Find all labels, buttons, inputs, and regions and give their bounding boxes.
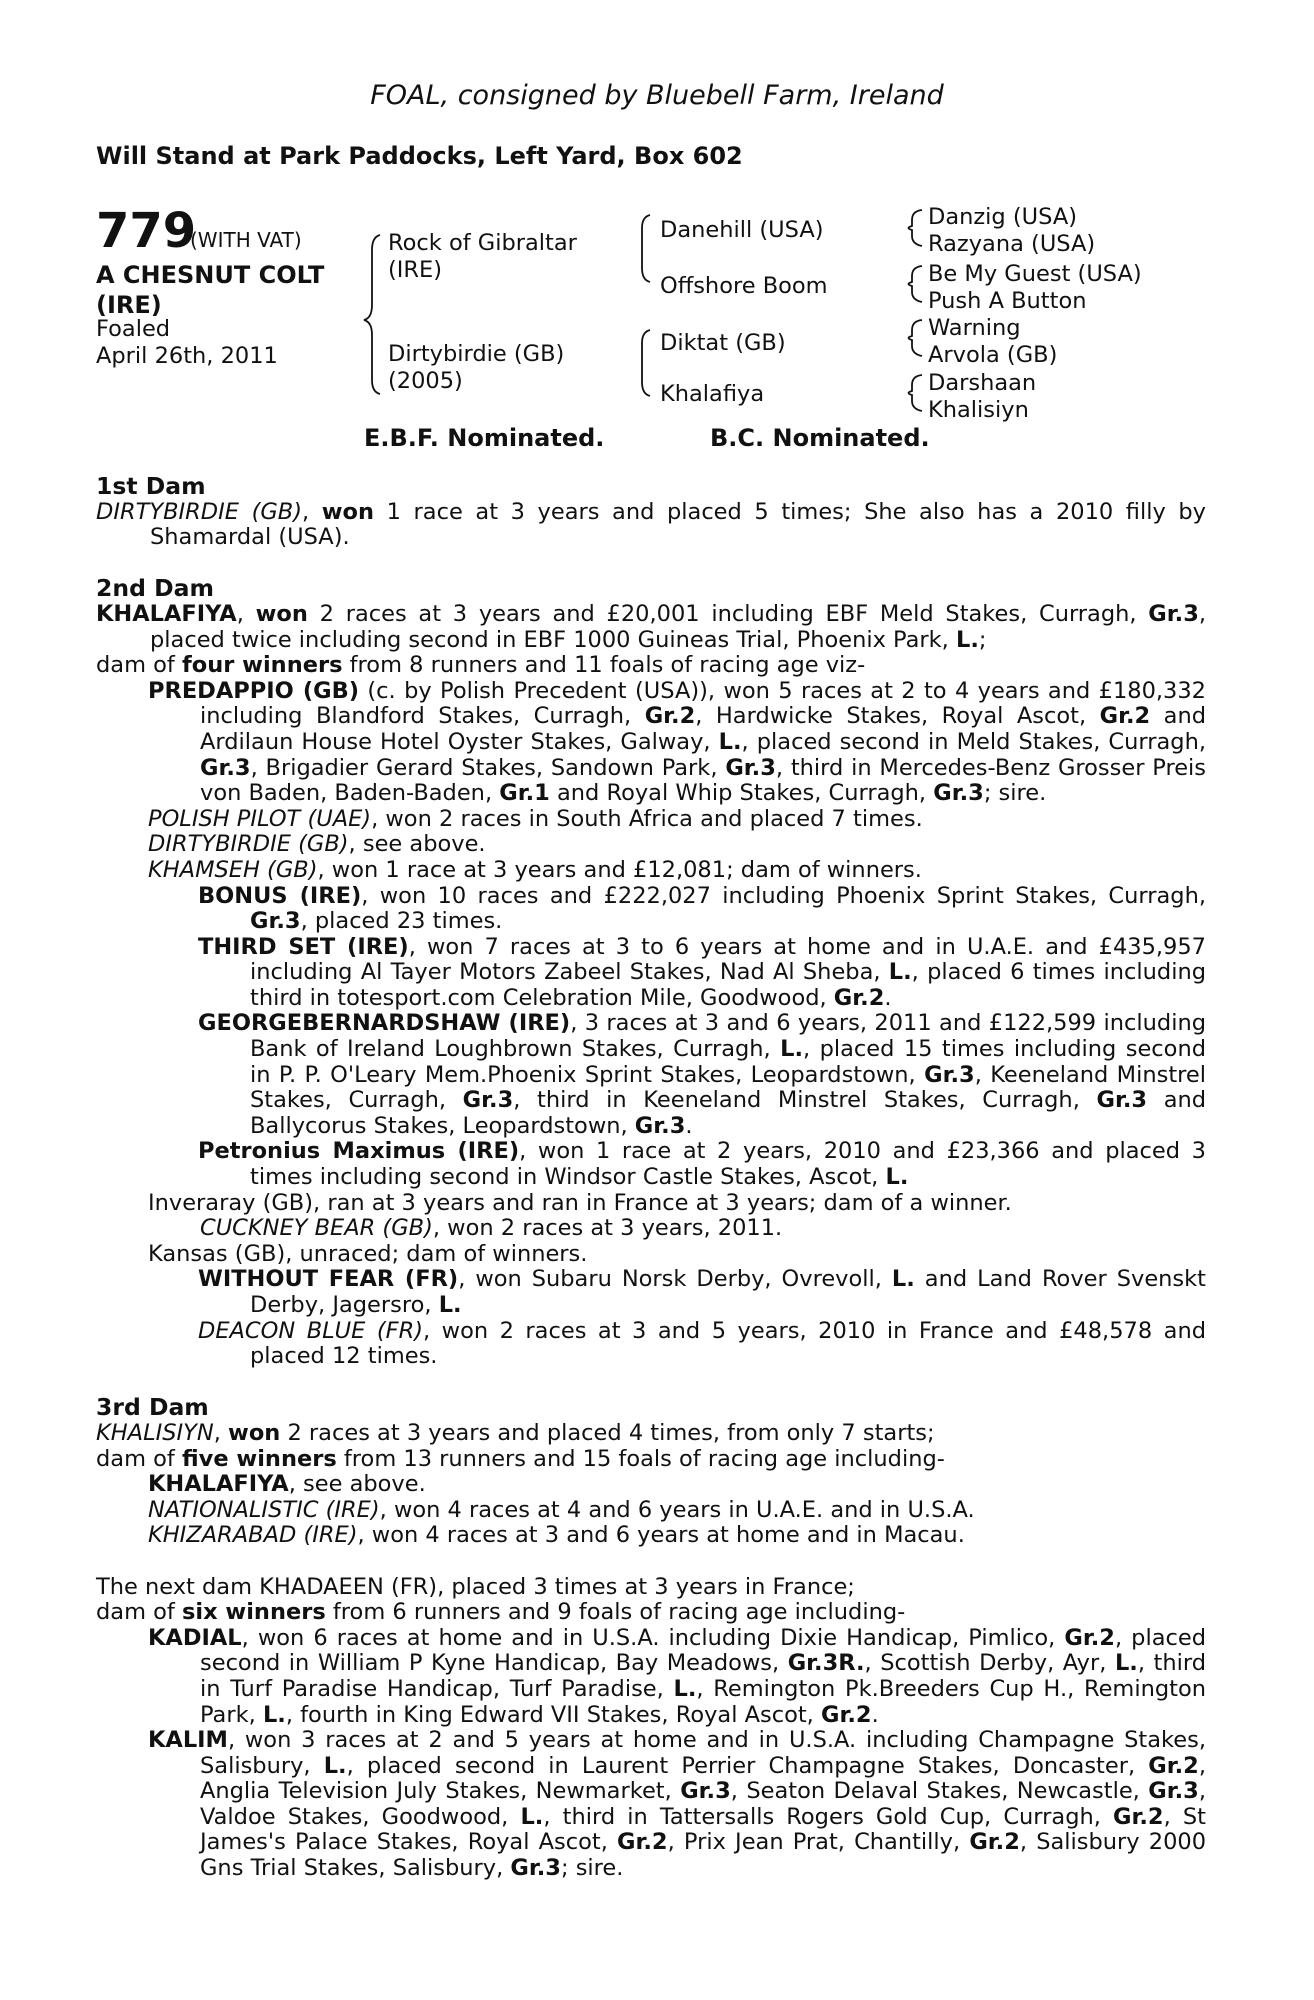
entry-text: , 3 races at 3 and 6 years, 2011 and £122,599 including Bank of Ireland Loughbrown Stakes, Curragh, [250,1010,1206,1063]
entry-text: , placed twice including second in EBF 1000 Guineas Trial, Phoenix Park, [150,600,1207,653]
horse-name: BONUS (IRE) [198,882,362,909]
first-dam-heading: 1st Dam [96,472,206,500]
dam-sire: Diktat (GB) [660,330,786,356]
entry-text: , won 4 races at 3 and 6 years at home and in Macau. [357,1522,965,1549]
grade: Gr.3 [680,1778,731,1805]
produce-entry [96,884,1206,935]
won-label: won [255,600,308,627]
entry-text: , won 2 races at 3 years, 2011. [432,1215,783,1242]
entry-text: The next dam KHADAEEN (FR), placed 3 times at 3 years in France; [96,1573,855,1600]
produce-entry [96,807,1206,833]
entry-text: ; sire. [560,1855,624,1882]
entry-text: , Salisbury 2000 Gns Trial Stakes, Salisbury, [200,1829,1207,1882]
sire-sire: Danehill (USA) [660,217,824,243]
pedigree-braces [0,0,1314,460]
grade: L. [1114,1650,1138,1677]
grade: Gr.3R. [787,1650,865,1677]
entry-text: , won 7 races at 3 to 6 years at home and in U.A.E. and £435,957 including Al Tayer Motors Zabeel Stakes, Nad Al Sheba, [250,933,1206,986]
entry-text: Inveraray (GB), ran at 3 years and ran in France at 3 years; dam of a winner. [148,1189,1012,1216]
description-line: (IRE) [96,291,162,319]
horse-name: Petronius Maximus (IRE) [198,1138,520,1165]
entry-text: (c. by Polish Precedent (USA)), won 5 races at 2 to 4 years and £180,332 including Blandford Stakes, Curragh, [200,677,1206,730]
vat-label: (WITH VAT) [190,228,302,252]
dam-name: Dirtybirdie (GB) [388,341,565,367]
entry-text: and Ardilaun House Hotel Oyster Stakes, Galway, [200,703,1207,755]
entry-text: , placed 23 times. [300,908,503,935]
produce-entry [96,1472,1206,1498]
entry-text: ; sire. [983,780,1047,807]
entry-text: , won 2 races at 3 and 5 years, 2010 in France and £48,578 and placed 12 times. [250,1317,1206,1370]
grade: L. [956,626,979,653]
lot-number: 779 [96,203,197,259]
grade: L. [323,1752,347,1779]
ancestor: Warning [928,315,1021,341]
produce-entry [96,1728,1206,1882]
entry-text: , Anglia Television July Stakes, Newmarket, [200,1752,1206,1805]
grade: Gr.2 [1099,703,1151,730]
entry-text: , third in Mercedes-Benz Grosser Preis von Baden, Baden-Baden, [200,754,1207,807]
sire-brace [642,215,650,282]
grade: Gr.3 [1148,1778,1199,1805]
grade: L. [718,728,742,755]
horse-name: POLISH PILOT (UAE) [148,805,372,832]
bc-nominated: B.C. Nominated. [710,424,930,452]
horse-name: WITHOUT FEAR (FR) [198,1266,459,1293]
sire-name: Rock of Gibraltar [388,230,577,256]
horse-name: KHIZARABAD (IRE) [148,1522,358,1549]
grade: Gr.2 [833,984,885,1011]
entry-text: , won 6 races at home and in U.S.A. including Dixie Handicap, Pimlico, [241,1624,1056,1651]
description-line: A CHESNUT COLT [96,261,325,289]
won-label: won [228,1419,281,1446]
foaled-label: Foaled [96,316,171,342]
grade: Gr.2 [1113,1803,1164,1830]
grade: L. [520,1803,544,1830]
entry-text: , placed 6 times including third in totesport.com Celebration Mile, Goodwood, [250,959,1206,1011]
grade: Gr.2 [644,703,696,730]
entry-text: dam of [96,1445,175,1472]
horse-name: KADIAL [148,1624,242,1651]
grade: Gr.2 [821,1701,872,1728]
produce-entry [96,679,1206,807]
horse-name: KHALAFIYA [148,1471,289,1498]
produce-entry [96,858,1206,884]
horse-name: CUCKNEY BEAR (GB) [200,1215,433,1242]
grade: L. [262,1701,286,1728]
grade: Gr.3 [200,754,251,781]
horse-name: THIRD SET (IRE) [198,933,409,960]
entry-text: , won 1 race at 3 years and £12,081; dam of winners. [317,856,922,883]
horse-name: DEACON BLUE (FR) [198,1317,423,1344]
grade: Gr.3 [634,1112,686,1139]
grade: Gr.3 [250,908,301,935]
grade: L. [673,1675,697,1702]
entry-text: , third in Keeneland Minstrel Stakes, Curragh, [513,1087,1080,1114]
entry-text: dam of [96,652,175,679]
dam-brace [642,330,650,396]
grade: Gr.2 [1064,1624,1115,1651]
horse-name: KALIM [148,1727,228,1754]
entry-text: and Royal Whip Stakes, Curragh, [556,780,927,807]
grade: Gr.3 [462,1087,514,1114]
horse-name: GEORGEBERNARDSHAW (IRE) [198,1010,571,1037]
entry-text: , Seaton Delaval Stakes, Newcastle, [730,1778,1140,1805]
ancestor: Danzig (USA) [928,204,1077,230]
winners-count: six winners [181,1599,326,1626]
entry-text: , third in Turf Paradise Handicap, Turf Paradise, [200,1650,1206,1702]
horse-name: NATIONALISTIC (IRE) [148,1496,380,1523]
entry-text: , third in Tattersalls Rogers Gold Cup, Curragh, [543,1803,1101,1830]
second-dam-heading: 2nd Dam [96,574,214,603]
next-dam-entry [96,1575,1206,1601]
stand-location: Will Stand at Park Paddocks, Left Yard, Box 602 [96,142,743,170]
entry-text: , Remington Pk.Breeders Cup H., Remington Park, [200,1675,1206,1728]
brace-offshore [909,266,923,302]
entry-text: and Land Rover Svenskt Derby, Jagersro, [250,1266,1206,1318]
entry-text: from 13 runners and 15 foals of racing age including- [343,1445,945,1472]
grade: Gr.3 [933,780,984,807]
ancestor: Arvola (GB) [928,342,1058,368]
entry-text: , Hardwicke Stakes, Royal Ascot, [695,703,1087,730]
produce-entry [96,1498,1206,1524]
entry-text: , fourth in King Edward VII Stakes, Royal Ascot, [285,1701,814,1728]
entry-text: , Scottish Derby, Ayr, [864,1650,1107,1677]
ancestor: Khalisiyn [928,397,1029,423]
grade: Gr.3 [924,1061,975,1088]
grade: Gr.3 [510,1855,561,1882]
entry-text: . [884,984,892,1011]
horse-name: DIRTYBIRDIE (GB) [96,498,302,525]
produce-entry [96,1319,1206,1370]
entry-text: , Brigadier Gerard Stakes, Sandown Park, [250,754,718,781]
produce-entry [96,1267,1206,1318]
sire-origin: (IRE) [388,257,443,283]
entry-text: . [871,1701,879,1728]
produce-entry [96,1139,1206,1190]
entry-text: from 8 runners and 11 foals of racing age viz- [349,652,866,679]
entry-text: 1 race at 3 years and placed 5 times; She also has a 2010 filly by Shamardal (USA). [150,498,1206,551]
grade: Gr.3 [1096,1087,1148,1114]
ancestor: Push A Button [928,288,1087,314]
entry-text: 2 races at 3 years and placed 4 times, from only 7 starts; [287,1419,935,1446]
entry-text: , Prix Jean Prat, Chantilly, [667,1829,961,1856]
grade: Gr.1 [499,780,550,807]
entry-text: ; [978,626,987,653]
grade: L. [438,1292,462,1318]
grade: Gr.2 [969,1829,1020,1856]
grade: Gr.2 [1148,1752,1199,1779]
second-dam-entry: KHALAFIYA, won 2 races at 3 years and £20,001 including EBF Meld Stakes, Curragh, Gr.3, placed twice including second in EBF 1000 Guineas Trial, Phoenix Park, L.; [96,600,1207,653]
produce-entry [96,832,1206,858]
horse-name: KHAMSEH (GB) [148,856,318,883]
ancestor: Razyana (USA) [928,231,1096,257]
horse-name: KHALAFIYA [96,600,237,627]
grade: Gr.2 [617,1829,668,1856]
produce-entry [96,935,1206,1012]
entry-text: . [685,1112,693,1139]
entry-text: dam of [96,1599,175,1626]
brace-khalafiya [909,375,923,411]
sire-dam-brace [364,235,380,394]
sire-dam: Offshore Boom [660,273,828,299]
winners-count: four winners [181,652,343,679]
entry-text: and Ballycorus Stakes, Leopardstown, [250,1087,1207,1139]
brace-diktat [909,320,923,356]
entry-text: , Keeneland Minstrel Stakes, Curragh, [250,1061,1207,1114]
ancestor: Be My Guest (USA) [928,261,1142,287]
entry-text: , placed second in Meld Stakes, Curragh, [741,728,1206,755]
grade: Gr.3 [1148,600,1199,627]
entry-text: , won 3 races at 2 and 5 years at home and in U.S.A. including Champagne Stakes, Salisbury, [200,1727,1206,1779]
second-dam-produce [96,653,1206,679]
entry-text: , see above. [288,1471,426,1498]
dam-year: (2005) [388,368,463,394]
third-dam-heading: 3rd Dam [96,1393,209,1422]
entry-text: , won 4 races at 4 and 6 years in U.A.E. and in U.S.A. [379,1496,975,1523]
third-dam-produce [96,1447,1206,1473]
entry-text: 2 races at 3 years and £20,001 including EBF Meld Stakes, Curragh, [319,600,1137,627]
third-dam-entry: KHALISIYN, won 2 races at 3 years and placed 4 times, from only 7 starts; [96,1419,935,1446]
entry-text: , won 2 races in South Africa and placed 7 times. [371,805,923,832]
entry-text: , placed second in William P Kyne Handicap, Bay Meadows, [200,1624,1207,1677]
entry-text: , placed second in Laurent Perrier Champagne Stakes, Doncaster, [346,1752,1136,1779]
entry-text: Kansas (GB), unraced; dam of winners. [148,1240,588,1267]
ancestor: Darshaan [928,370,1037,396]
grade: L. [885,1164,909,1191]
dam-dam: Khalafiya [660,381,765,407]
produce-entry [96,1523,1206,1549]
entry-text: , won 1 race at 2 years, 2010 and £23,366 and placed 3 times including second in Windsor Castle Stakes, Ascot, [250,1138,1206,1191]
entry-text: , won 10 races and £222,027 including Phoenix Sprint Stakes, Curragh, [361,882,1206,909]
horse-name: KHALISIYN [96,1419,214,1446]
catalogue-body [96,474,1206,1882]
grade: L. [780,1036,804,1063]
brace-danehill [909,210,923,246]
ebf-nominated: E.B.F. Nominated. [364,424,605,452]
next-dam-produce [96,1600,1206,1626]
produce-entry [96,1216,1206,1242]
produce-entry [96,1242,1206,1268]
grade: Gr.3 [725,754,776,781]
entry-text: from 6 runners and 9 foals of racing age including- [332,1599,906,1626]
horse-name: PREDAPPIO (GB) [148,677,359,704]
entry-text: , see above. [348,831,486,858]
produce-entry [96,1011,1206,1139]
grade: L. [891,1266,915,1293]
produce-entry [96,1191,1206,1217]
produce-entry [96,1626,1206,1728]
horse-name: DIRTYBIRDIE (GB) [148,831,349,858]
winners-count: five winners [181,1445,337,1472]
entry-text: , Valdoe Stakes, Goodwood, [200,1778,1206,1830]
foaled-date: April 26th, 2011 [96,343,278,369]
first-dam-entry: DIRTYBIRDIE (GB), won 1 race at 3 years and placed 5 times; She also has a 2010 filly by Shamardal (USA). [96,498,1206,551]
entry-text: , won Subaru Norsk Derby, Ovrevoll, [458,1266,882,1293]
won-label: won [321,498,375,525]
entry-text: , placed 15 times including second in P. P. O'Leary Mem.Phoenix Sprint Stakes, Leopardstown, [250,1036,1206,1088]
page-title: FOAL, consigned by Bluebell Farm, Ireland [370,80,944,111]
grade: L. [888,959,912,986]
entry-text: , St James's Palace Stakes, Royal Ascot, [200,1803,1206,1856]
